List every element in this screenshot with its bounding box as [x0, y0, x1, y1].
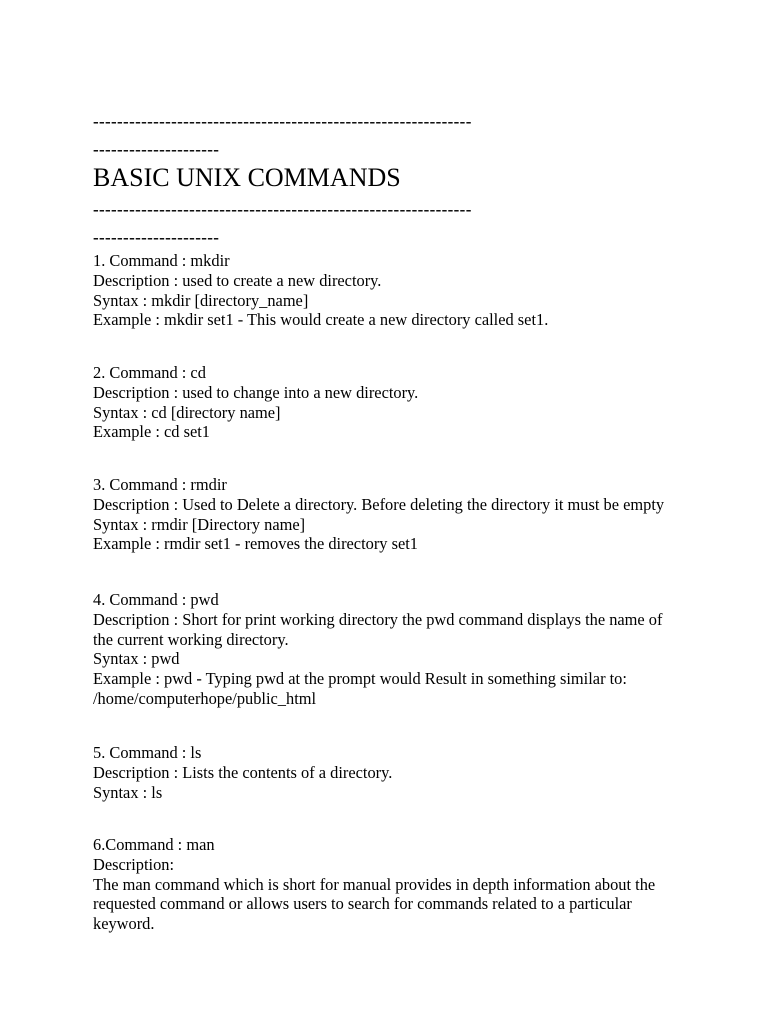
- command-syntax: Syntax : rmdir [Directory name]: [93, 514, 306, 534]
- command-description-label: Description:: [93, 854, 175, 874]
- command-syntax: Syntax : mkdir [directory_name]: [93, 290, 309, 310]
- command-example: Example : mkdir set1 - This would create a new directory called set1.: [93, 310, 549, 330]
- command-description: Description : Lists the contents of a directory.: [93, 762, 393, 782]
- page-title: BASIC UNIX COMMANDS: [93, 163, 401, 192]
- command-example: Example : rmdir set1 - removes the directory set1: [93, 534, 418, 554]
- command-heading: 3. Command : rmdir: [93, 475, 227, 494]
- command-syntax: Syntax : pwd: [93, 649, 180, 669]
- command-section-man: [93, 835, 683, 934]
- command-example: Example : pwd - Typing pwd at the prompt would Result in something similar to:: [93, 669, 627, 689]
- command-heading: 4. Command : pwd: [93, 590, 219, 609]
- command-description: Description : used to change into a new directory.: [93, 382, 419, 402]
- command-section-cd: [93, 363, 683, 442]
- separator-line: ---------------------: [93, 228, 220, 247]
- command-example: Example : cd set1: [93, 422, 210, 442]
- separator-line: ---------------------------------------------------------------: [93, 112, 472, 131]
- command-section-rmdir: [93, 475, 683, 554]
- command-description: Description : Used to Delete a directory. Before deleting the directory it must be empty: [93, 494, 665, 514]
- separator-line: ---------------------: [93, 140, 220, 159]
- command-heading: 6.Command : man: [93, 835, 215, 854]
- command-description: Description : Short for print working directory the pwd command displays the name of the current working directory.: [93, 609, 667, 649]
- command-syntax: Syntax : cd [directory name]: [93, 402, 281, 422]
- command-syntax: Syntax : ls: [93, 782, 163, 802]
- command-heading: 2. Command : cd: [93, 363, 206, 382]
- command-section-mkdir: [93, 251, 683, 330]
- command-heading: 5. Command : ls: [93, 743, 202, 762]
- command-example-output: /home/computerhope/public_html: [93, 688, 317, 708]
- command-section-pwd: [93, 590, 683, 709]
- command-description: Description : used to create a new directory.: [93, 270, 382, 290]
- command-heading: 1. Command : mkdir: [93, 251, 230, 270]
- command-section-ls: [93, 743, 683, 802]
- command-description: The man command which is short for manual provides in depth information about the requested command or allows users to search for commands related to a particular keyword.: [93, 874, 660, 934]
- separator-line: ---------------------------------------------------------------: [93, 200, 472, 219]
